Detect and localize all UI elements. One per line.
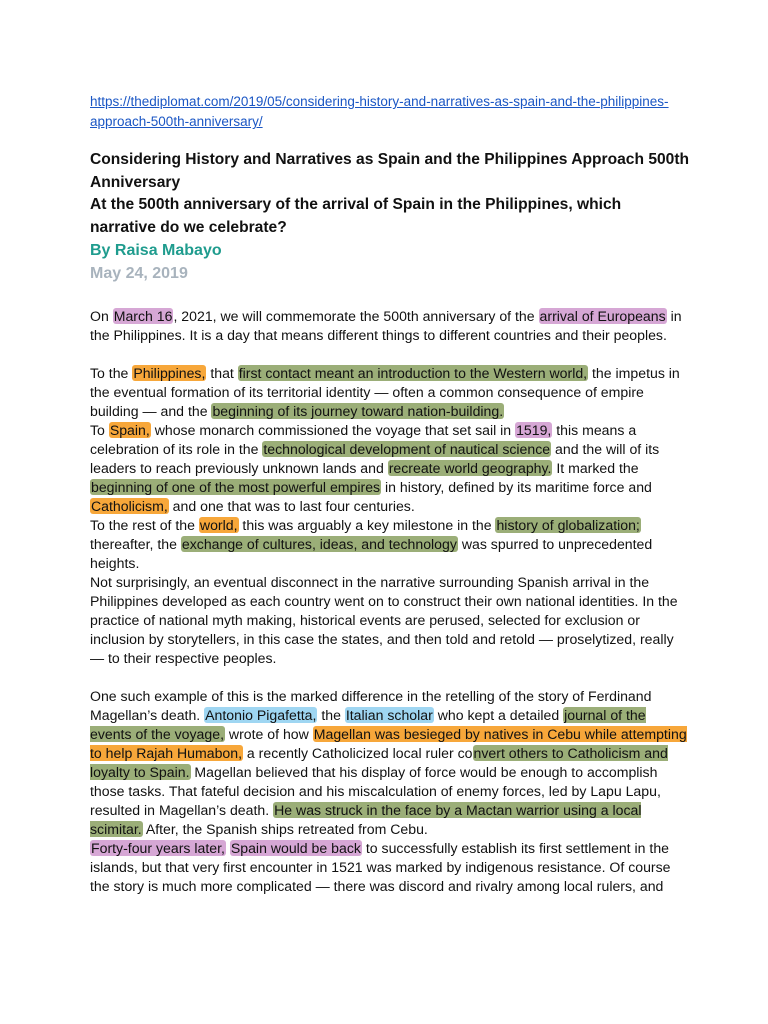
highlighted-phrase: Forty-four years later,: [91, 840, 225, 856]
paragraph-spacer: [90, 345, 690, 364]
text-run: who kept a detailed: [433, 707, 564, 723]
text-run: To the rest of the: [90, 517, 199, 533]
highlighted-phrase: journal of the events of the voyage,: [90, 707, 646, 742]
highlighted-phrase: technological development of nautical science: [263, 441, 551, 457]
highlighted-phrase: Spain would be back: [230, 840, 361, 856]
highlighted-phrase: beginning of one of the most powerful empires: [91, 479, 381, 495]
text-run: a recently Catholicized local ruler co: [243, 745, 473, 761]
text-run: wrote of how: [224, 726, 313, 742]
article-title: Considering History and Narratives as Spain and the Philippines Approach 500th Anniversary: [90, 151, 690, 191]
highlighted-phrase: Italian scholar: [345, 707, 433, 723]
highlighted-phrase: Magellan was besieged by natives in Cebu while attempting to help Rajah Humabon,: [90, 726, 687, 761]
highlighted-phrase: Antonio Pigafetta,: [205, 707, 317, 723]
source-url-link[interactable]: https://thediplomat.com/2019/05/considering-history-and-narratives-as-spain-and-the-philippines-approach-500th-anniversary/: [90, 94, 669, 129]
body-paragraph: [90, 687, 690, 839]
text-run: On: [90, 308, 113, 324]
text-run: thereafter, the: [90, 536, 181, 552]
body-paragraph: [90, 573, 690, 668]
text-run: , 2021, we will commemorate the 500th anniversary of the: [173, 308, 539, 324]
text-run: To: [90, 422, 109, 438]
text-run: whose monarch commissioned the voyage that set sail in: [150, 422, 516, 438]
highlighted-phrase: first contact meant an introduction to the Western world,: [238, 365, 588, 381]
body-paragraph: [90, 364, 690, 421]
highlighted-phrase: nvert others to Catholicism and loyalty to Spain.: [90, 745, 668, 780]
highlighted-phrase: history of globalization;: [496, 517, 640, 533]
text-run: To the: [90, 365, 133, 381]
article-subtitle: At the 500th anniversary of the arrival of Spain in the Philippines, which narrative do we celebrate?: [90, 196, 622, 236]
highlighted-phrase: Philippines,: [133, 365, 206, 381]
article-body: [90, 307, 690, 896]
text-run: in history, defined by its maritime force and: [381, 479, 652, 495]
text-run: the: [317, 707, 345, 723]
body-paragraph: [90, 839, 690, 896]
body-paragraph: [90, 421, 690, 516]
body-paragraph: [90, 516, 690, 573]
body-paragraph: [90, 307, 690, 345]
highlighted-phrase: recreate world geography.: [388, 460, 552, 476]
highlighted-phrase: 1519,: [516, 422, 552, 438]
text-run: to successfully establish its first settlement in the islands, but that very first encounter in 1521 was marked by indigenous resistance. Of course the story is much more complicated — there was discord and rivalry among local rulers, and: [90, 840, 671, 894]
highlighted-phrase: arrival of Europeans: [539, 308, 666, 324]
text-run: Not surprisingly, an eventual disconnect in the narrative surrounding Spanish arrival in the Philippines developed as each country went on to construct their own national identities. In the practice of national myth making, historical events are perused, selected for exclusion or inclusion by storytellers, in this case the states, and then told and retold — proselytized, really — to their respective peoples.: [90, 574, 678, 666]
text-run: and the will of its leaders to reach previously unknown lands and: [90, 441, 660, 476]
highlighted-phrase: world,: [199, 517, 238, 533]
highlighted-phrase: He was struck in the face by a Mactan warrior using a local scimitar.: [90, 802, 642, 837]
text-run: and one that was to last four centuries.: [168, 498, 415, 514]
paragraph-spacer: [90, 668, 690, 687]
text-run: this means a celebration of its role in the: [90, 422, 637, 457]
text-run: that: [206, 365, 238, 381]
text-run: this was arguably a key milestone in the: [238, 517, 496, 533]
text-run: was spurred to unprecedented heights.: [90, 536, 653, 571]
highlighted-phrase: exchange of cultures, ideas, and technology: [181, 536, 457, 552]
highlighted-phrase: beginning of its journey toward nation-building.: [212, 403, 504, 419]
highlighted-phrase: Spain,: [109, 422, 150, 438]
highlighted-phrase: Catholicism,: [91, 498, 168, 514]
text-run: It marked the: [552, 460, 639, 476]
text-run: One such example of this is the marked difference in the retelling of the story of Ferdinand Magellan’s death.: [90, 688, 652, 723]
text-run: in the Philippines. It is a day that means different things to different countries and their peoples.: [90, 308, 682, 343]
article-date: May 24, 2019: [90, 265, 188, 282]
article-author: By Raisa Mabayo: [90, 242, 222, 259]
text-run: Magellan believed that his display of force would be enough to accomplish those tasks. That fateful decision and his miscalculation of enemy forces, led by Lapu Lapu, resulted in Magellan’s death.: [90, 764, 661, 818]
text-run: the impetus in the eventual formation of its territorial identity — often a common consequence of empire building — and the: [90, 365, 680, 419]
text-run: After, the Spanish ships retreated from Cebu.: [142, 821, 428, 837]
highlighted-phrase: March 16: [113, 308, 173, 324]
